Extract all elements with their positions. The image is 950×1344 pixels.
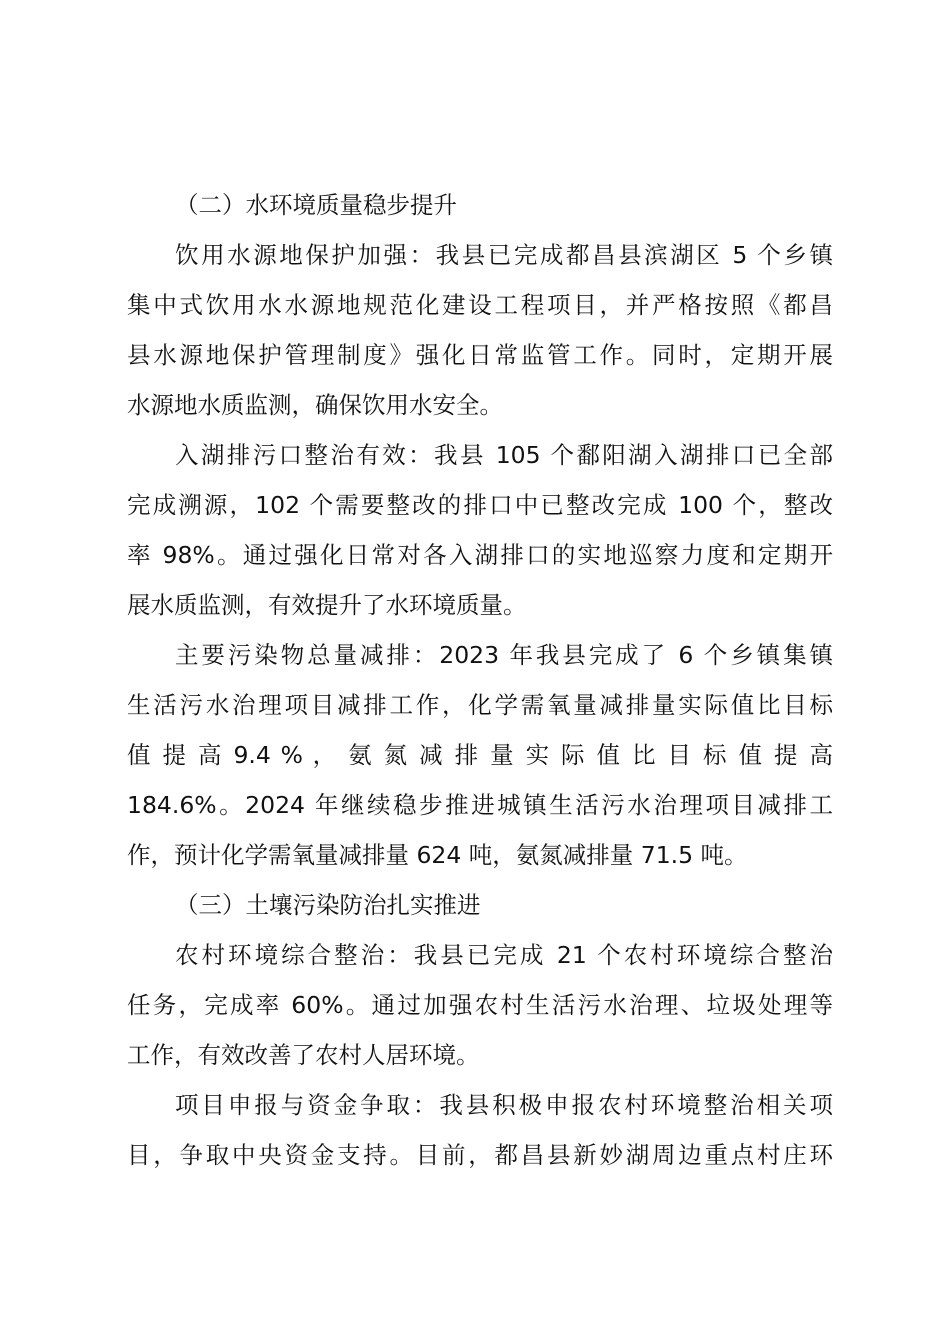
paragraph-line: 农村环境综合整治：我县已完成 21 个农村环境综合整治 [175,941,833,969]
paragraph-line: 值 提 高 9.4 % ， 氨 氮 减 排 量 实 际 值 比 目 标 值 提 高 [127,741,833,769]
paragraph-line: 项目申报与资金争取：我县积极申报农村环境整治相关项 [175,1091,833,1119]
paragraph-line: 率 98%。通过强化日常对各入湖排口的实地巡察力度和定期开 [127,541,833,569]
paragraph-line: 目，争取中央资金支持。目前，都昌县新妙湖周边重点村庄环 [127,1141,833,1169]
paragraph-line: 饮用水源地保护加强：我县已完成都昌县滨湖区 5 个乡镇 [175,241,833,269]
paragraph-line: 县水源地保护管理制度》强化日常监管工作。同时，定期开展 [127,341,833,369]
section-heading-soil: （三）土壤污染防治扎实推进 [175,891,481,919]
paragraph-line: 工作，有效改善了农村人居环境。 [127,1041,480,1069]
section-heading-water: （二）水环境质量稳步提升 [175,191,457,219]
paragraph-line: 生活污水治理项目减排工作，化学需氧量减排量实际值比目标 [127,691,833,719]
paragraph-line: 展水质监测，有效提升了水环境质量。 [127,591,527,619]
paragraph-line: 主要污染物总量减排：2023 年我县完成了 6 个乡镇集镇 [175,641,833,669]
paragraph-line: 完成溯源，102 个需要整改的排口中已整改完成 100 个，整改 [127,491,833,519]
paragraph-line: 任务，完成率 60%。通过加强农村生活污水治理、垃圾处理等 [127,991,833,1019]
paragraph-line: 作，预计化学需氧量减排量 624 吨，氨氮减排量 71.5 吨。 [127,841,748,869]
paragraph-line: 水源地水质监测，确保饮用水安全。 [127,391,503,419]
paragraph-line: 集中式饮用水水源地规范化建设工程项目，并严格按照《都昌 [127,291,833,319]
paragraph-line: 入湖排污口整治有效：我县 105 个鄱阳湖入湖排口已全部 [175,441,833,469]
paragraph-line: 184.6%。2024 年继续稳步推进城镇生活污水治理项目减排工 [127,791,833,819]
document-body [127,180,833,1180]
